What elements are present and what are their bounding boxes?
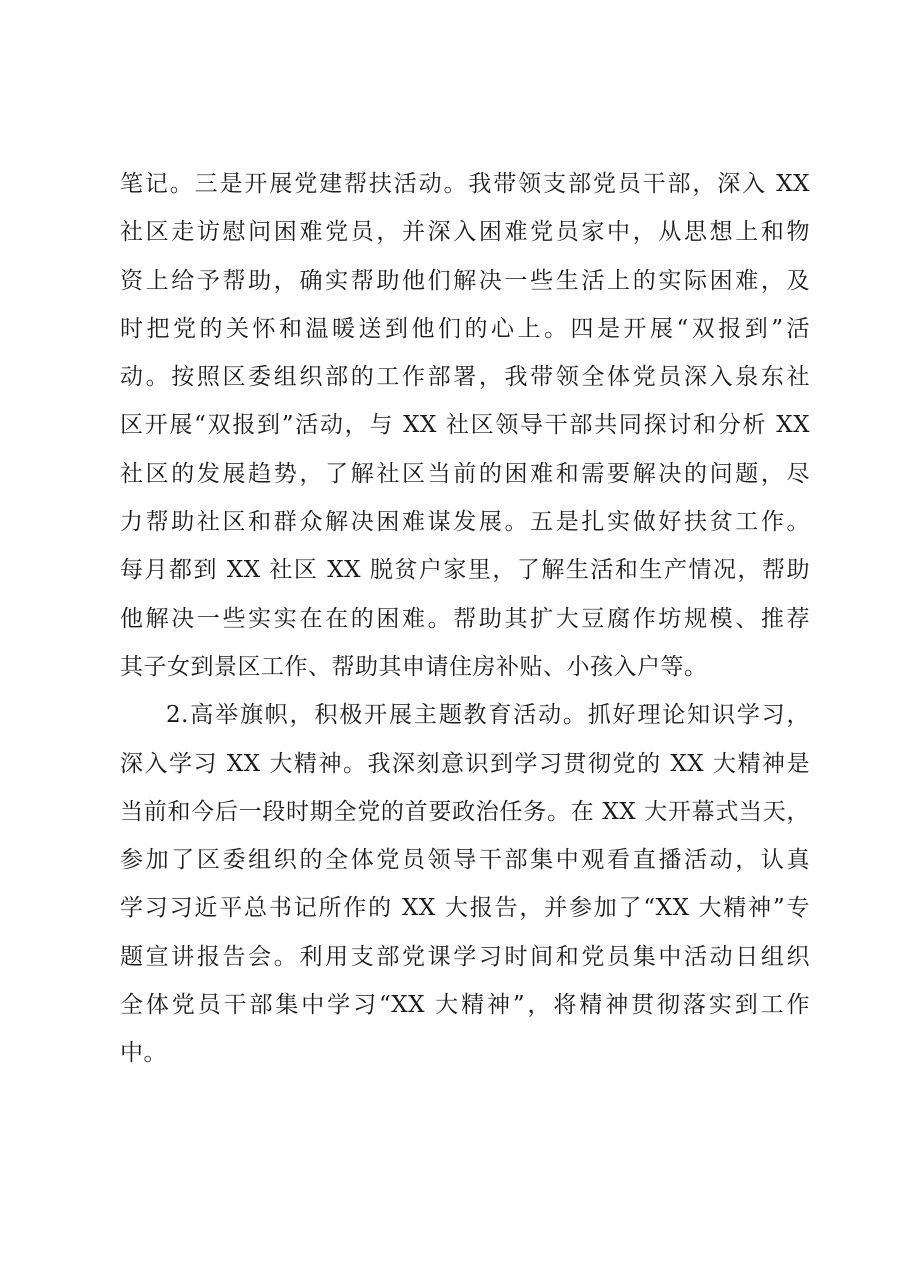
text-line: 他解决一些实实在在的困难。帮助其扩大豆腐作坊规模、推荐	[120, 605, 810, 632]
text-line: 每月都到 XX 社区 XX 脱贫户家里，了解生活和生产情况，帮助	[120, 557, 810, 584]
text-line: 社区走访慰问困难党员，并深入困难党员家中，从思想上和物	[120, 219, 810, 246]
text-line: 题宣讲报告会。利用支部党课学习时间和党员集中活动日组织	[120, 943, 810, 970]
text-line: 全体党员干部集中学习“XX 大精神”，将精神贯彻落实到工作	[120, 992, 810, 1019]
text-line: 动。按照区委组织部的工作部署，我带领全体党员深入泉东社	[120, 364, 810, 391]
text-line: 力帮助社区和群众解决困难谋发展。五是扎实做好扶贫工作。	[120, 509, 810, 536]
text-line: 中。	[120, 1040, 167, 1067]
text-line: 时把党的关怀和温暖送到他们的心上。四是开展“双报到”活	[120, 315, 810, 342]
text-line: 其子女到景区工作、帮助其申请住房补贴、小孩入户等。	[120, 653, 708, 680]
text-line: 资上给予帮助，确实帮助他们解决一些生活上的实际困难，及	[120, 267, 810, 294]
text-line: 学习习近平总书记所作的 XX 大报告，并参加了“XX 大精神”专	[120, 895, 810, 922]
text-line: 当前和今后一段时期全党的首要政治任务。在 XX 大开幕式当天，	[120, 798, 810, 825]
text-line: 笔记。三是开展党建帮扶活动。我带领支部党员干部，深入 XX	[120, 171, 810, 197]
text-line: 区开展“双报到”活动，与 XX 社区领导干部共同探讨和分析 XX	[120, 412, 810, 439]
section-heading-line: 2.高举旗帜，积极开展主题教育活动。抓好理论知识学习，	[166, 702, 810, 729]
text-line: 参加了区委组织的全体党员领导干部集中观看直播活动，认真	[120, 847, 810, 874]
text-line: 社区的发展趋势，了解社区当前的困难和需要解决的问题，尽	[120, 460, 810, 487]
body-text	[120, 160, 810, 1078]
text-line: 深入学习 XX 大精神。我深刻意识到学习贯彻党的 XX 大精神是	[120, 750, 810, 777]
